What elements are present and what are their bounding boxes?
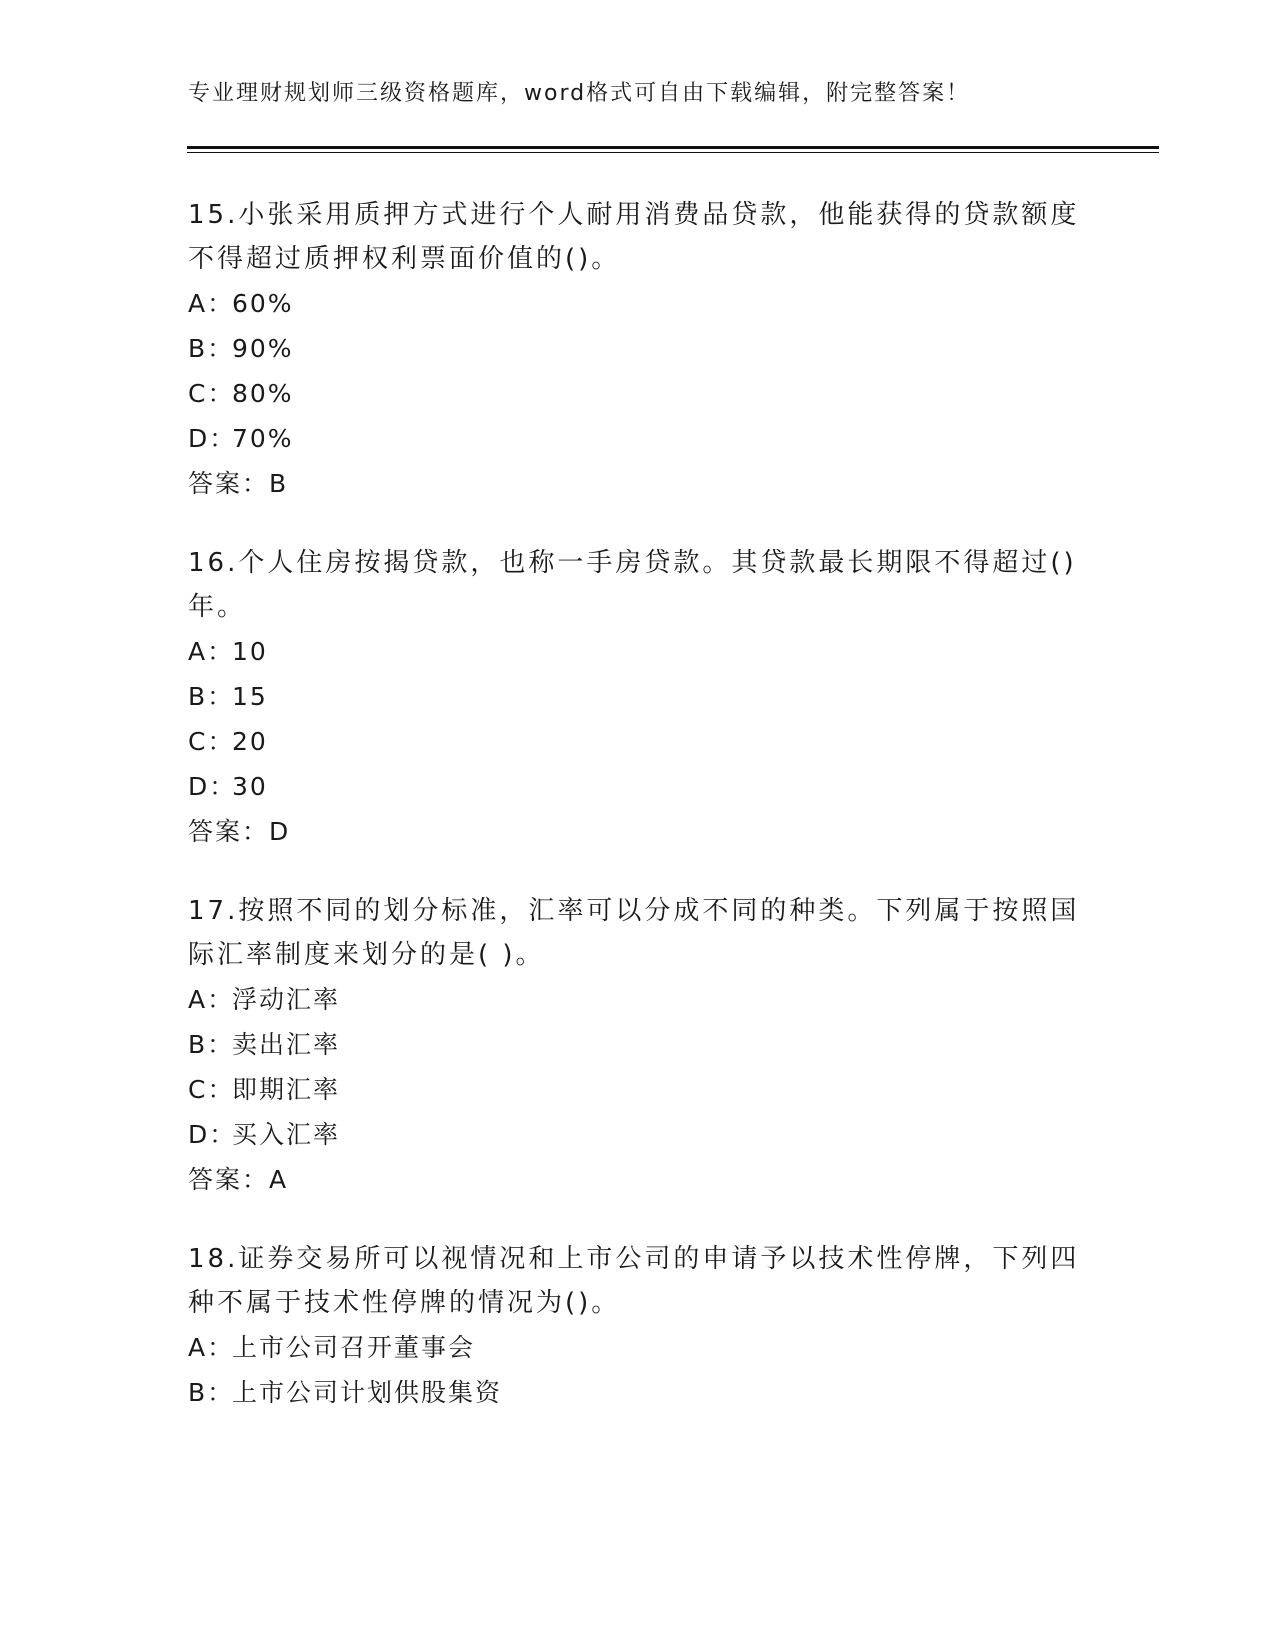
option-text: 90%	[232, 334, 294, 363]
option-text: 15	[232, 682, 268, 711]
option-letter: B：	[188, 1030, 235, 1059]
answer-line: 答案：D	[188, 817, 291, 846]
option-text: 买入汇率	[232, 1120, 341, 1149]
header-rule-thin	[187, 152, 1159, 153]
option-letter: D：	[188, 1120, 237, 1149]
option-a	[188, 281, 1088, 326]
question-18	[188, 1237, 1088, 1415]
option-d	[188, 1112, 1088, 1157]
option-letter: A：	[188, 985, 235, 1014]
option-text: 80%	[232, 379, 294, 408]
option-b	[188, 1370, 1088, 1415]
option-text: 上市公司计划供股集资	[232, 1378, 503, 1407]
question-17	[188, 889, 1088, 1203]
option-letter: B：	[188, 682, 235, 711]
question-stem-line2: 种不属于技术性停牌的情况为()。	[188, 1288, 621, 1318]
option-text: 20	[232, 727, 268, 756]
question-stem-line2: 年。	[188, 592, 247, 622]
option-letter: A：	[188, 289, 235, 318]
option-a	[188, 977, 1088, 1022]
question-stem-line1: 证券交易所可以视情况和上市公司的申请予以技术性停牌，下列四	[238, 1244, 1080, 1274]
question-stem	[188, 1237, 1088, 1325]
option-c	[188, 719, 1088, 764]
answer-line: 答案：B	[188, 469, 289, 498]
question-stem	[188, 193, 1088, 281]
option-letter: B：	[188, 1378, 235, 1407]
question-stem-line1: 按照不同的划分标准，汇率可以分成不同的种类。下列属于按照国	[238, 896, 1080, 926]
question-15	[188, 193, 1088, 507]
question-number: 18.	[188, 1244, 239, 1274]
option-letter: D：	[188, 424, 237, 453]
option-b	[188, 1022, 1088, 1067]
option-text: 30	[232, 772, 268, 801]
option-text: 10	[232, 637, 268, 666]
question-stem-line1: 小张采用质押方式进行个人耐用消费品贷款，他能获得的贷款额度	[238, 200, 1080, 230]
question-number: 15.	[188, 200, 239, 230]
option-letter: A：	[188, 637, 235, 666]
option-b	[188, 326, 1088, 371]
option-text: 卖出汇率	[232, 1030, 341, 1059]
page-header: 专业理财规划师三级资格题库，word格式可自由下载编辑，附完整答案！	[188, 81, 971, 106]
option-letter: C：	[188, 379, 235, 408]
header-rule-thick	[187, 146, 1159, 149]
option-c	[188, 1067, 1088, 1112]
answer-line: 答案：A	[188, 1165, 289, 1194]
option-text: 浮动汇率	[232, 985, 341, 1014]
option-a	[188, 1325, 1088, 1370]
option-letter: B：	[188, 334, 235, 363]
option-letter: D：	[188, 772, 237, 801]
question-stem	[188, 889, 1088, 977]
option-a	[188, 629, 1088, 674]
option-letter: A：	[188, 1333, 235, 1362]
option-text: 60%	[232, 289, 294, 318]
question-16	[188, 541, 1088, 855]
option-d	[188, 416, 1088, 461]
question-stem-line2: 不得超过质押权利票面价值的()。	[188, 244, 621, 274]
option-c	[188, 371, 1088, 416]
option-text: 70%	[232, 424, 294, 453]
option-text: 上市公司召开董事会	[232, 1333, 476, 1362]
question-stem-line1: 个人住房按揭贷款，也称一手房贷款。其贷款最长期限不得超过()	[238, 548, 1077, 578]
option-letter: C：	[188, 727, 235, 756]
question-stem-line2: 际汇率制度来划分的是( )。	[188, 940, 545, 970]
question-number: 17.	[188, 896, 239, 926]
option-d	[188, 764, 1088, 809]
option-letter: C：	[188, 1075, 235, 1104]
option-text: 即期汇率	[232, 1075, 341, 1104]
question-stem	[188, 541, 1088, 629]
question-number: 16.	[188, 548, 239, 578]
option-b	[188, 674, 1088, 719]
